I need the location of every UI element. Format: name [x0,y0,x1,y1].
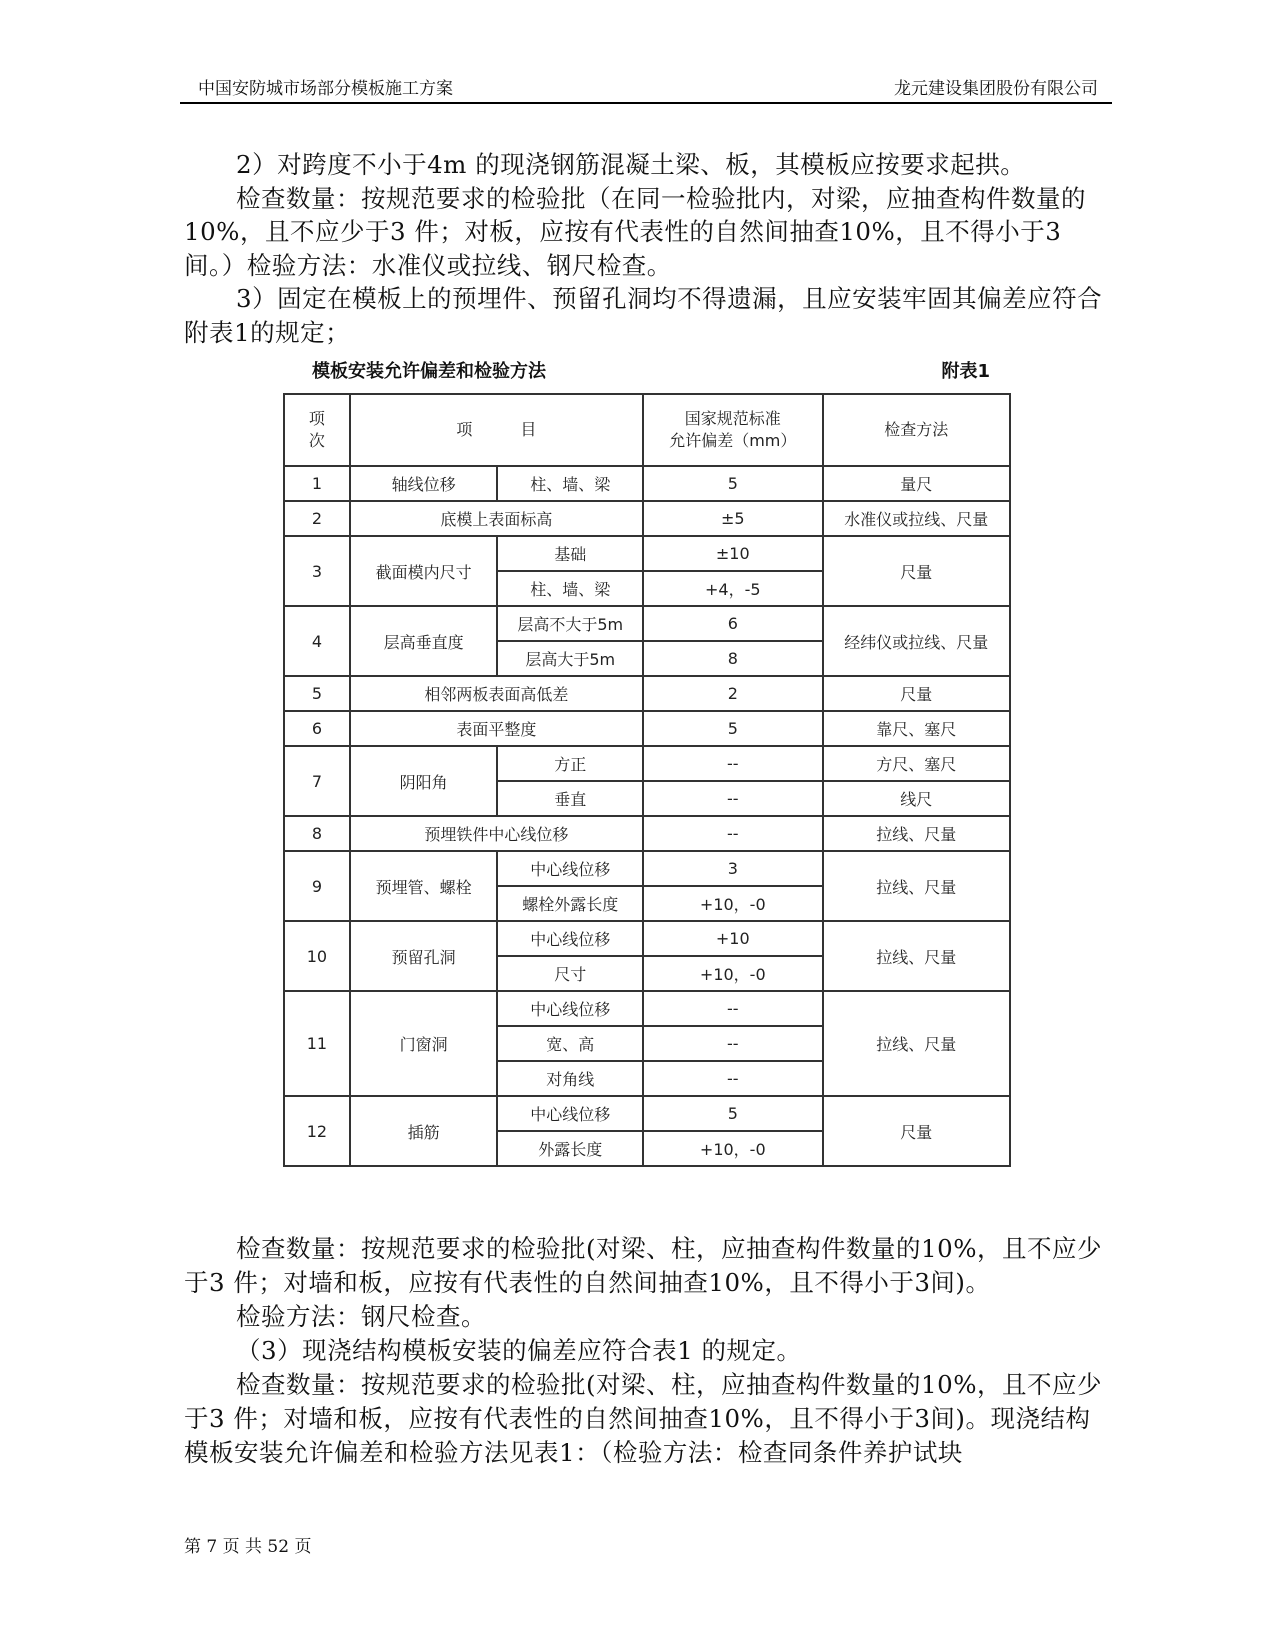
header-project-title: 中国安防城市场部分模板施工方案 [198,79,453,99]
cell-no: 5 [284,676,350,711]
paragraph-camber: 2）对跨度不小于4m 的现浇钢筋混凝土梁、板，其模板应按要求起拱。 [236,150,1026,179]
cell-tolerance: 5 [643,711,823,746]
cell-method: 水准仪或拉线、尺量 [823,501,1010,536]
table-row [284,606,1010,641]
cell-sub-item: 螺栓外露长度 [497,886,643,921]
page-header [180,72,1112,104]
page-footer: 第 7 页 共 52 页 [184,1537,312,1557]
cell-sub-item: 中心线位移 [497,1096,643,1131]
cell-no: 8 [284,816,350,851]
paragraph-embedded-parts: 3）固定在模板上的预埋件、预留孔洞均不得遗漏，且应安装牢固其偏差应符合附表1的规定； [184,284,1103,347]
cell-sub-item: 柱、墙、梁 [497,466,643,501]
cell-no: 4 [284,606,350,676]
cell-method: 量尺 [823,466,1010,501]
cell-no: 1 [284,466,350,501]
cell-sub-item: 尺寸 [497,956,643,991]
cell-item: 预埋管、螺栓 [350,851,498,921]
cell-no: 11 [284,991,350,1096]
cell-tolerance: ±10 [643,536,823,571]
cell-item: 预留孔洞 [350,921,498,991]
cell-tolerance: +10 [643,921,823,956]
cell-tolerance: +10，-0 [643,956,823,991]
cell-tolerance: -- [643,1026,823,1061]
cell-no: 6 [284,711,350,746]
cell-method: 线尺 [823,781,1010,816]
table-row [284,466,1010,501]
cell-sub-item: 层高不大于5m [497,606,643,641]
header-no: 项 次 [284,394,350,466]
cell-no: 10 [284,921,350,991]
cell-item: 预埋铁件中心线位移 [350,816,643,851]
table-row [284,676,1010,711]
paragraph-inspection-quantity-2: 检查数量：按规范要求的检验批(对梁、柱，应抽查构件数量的10%，且不应少于3 件；对墙和板，应按有代表性的自然间抽查10%，且不得小于3间)。 [184,1234,1103,1297]
table-row [284,1096,1010,1131]
cell-no: 3 [284,536,350,606]
header-item: 项 目 [350,394,643,466]
cell-method: 拉线、尺量 [823,921,1010,991]
table-row [284,501,1010,536]
cell-item: 相邻两板表面高低差 [350,676,643,711]
cell-method: 拉线、尺量 [823,991,1010,1096]
cell-tolerance: -- [643,746,823,781]
table-number: 附表1 [941,361,990,382]
cell-sub-item: 外露长度 [497,1131,643,1166]
cell-method: 尺量 [823,676,1010,711]
table-row [284,851,1010,886]
cell-method: 拉线、尺量 [823,816,1010,851]
body-text-top [184,148,1112,349]
table-row [284,536,1010,571]
cell-tolerance: 8 [643,641,823,676]
cell-sub-item: 中心线位移 [497,851,643,886]
cell-method: 拉线、尺量 [823,851,1010,921]
table-row [284,746,1010,781]
paragraph-cast-in-place: （3）现浇结构模板安装的偏差应符合表1 的规定。 [236,1336,802,1365]
cell-method: 经纬仪或拉线、尺量 [823,606,1010,676]
cell-sub-item: 宽、高 [497,1026,643,1061]
cell-item: 截面模内尺寸 [350,536,498,606]
body-text-bottom [184,1232,1112,1470]
cell-tolerance: -- [643,991,823,1026]
cell-method: 方尺、塞尺 [823,746,1010,781]
cell-tolerance: ±5 [643,501,823,536]
header-company-name: 龙元建设集团股份有限公司 [894,79,1098,99]
paragraph-inspection-method: 检验方法：钢尺检查。 [236,1302,486,1331]
table-row [284,991,1010,1026]
table-row [284,711,1010,746]
cell-method: 尺量 [823,536,1010,606]
cell-no: 7 [284,746,350,816]
cell-sub-item: 层高大于5m [497,641,643,676]
table-row [284,921,1010,956]
table-caption [312,357,990,385]
header-tolerance: 国家规范标准 允许偏差（mm） [643,394,823,466]
cell-sub-item: 中心线位移 [497,921,643,956]
table-title: 模板安装允许偏差和检验方法 [312,361,546,382]
cell-tolerance: 6 [643,606,823,641]
cell-item: 层高垂直度 [350,606,498,676]
cell-method: 靠尺、塞尺 [823,711,1010,746]
cell-method: 尺量 [823,1096,1010,1166]
cell-sub-item: 垂直 [497,781,643,816]
cell-item: 阴阳角 [350,746,498,816]
cell-item: 底模上表面标高 [350,501,643,536]
cell-no: 12 [284,1096,350,1166]
cell-tolerance: 5 [643,1096,823,1131]
cell-sub-item: 基础 [497,536,643,571]
cell-sub-item: 中心线位移 [497,991,643,1026]
cell-item: 表面平整度 [350,711,643,746]
cell-tolerance: -- [643,816,823,851]
cell-tolerance: 2 [643,676,823,711]
cell-tolerance: +10，-0 [643,886,823,921]
table-row [284,816,1010,851]
cell-no: 9 [284,851,350,921]
cell-tolerance: -- [643,781,823,816]
table-header-row [284,394,1010,466]
cell-tolerance: -- [643,1061,823,1096]
cell-tolerance: 5 [643,466,823,501]
header-method: 检查方法 [823,394,1010,466]
cell-sub-item: 方正 [497,746,643,781]
paragraph-inspection-quantity: 检查数量：按规范要求的检验批（在同一检验批内，对梁，应抽查构件数量的10%，且不应少于3 件；对板，应按有代表性的自然间抽查10%，且不得小于3 间。）检验方法：水准仪或拉线、钢尺检查。 [184,183,1086,280]
paragraph-inspection-quantity-3: 检查数量：按规范要求的检验批(对梁、柱，应抽查构件数量的10%，且不应少于3 件；对墙和板，应按有代表性的自然间抽查10%，且不得小于3间)。现浇结构模板安装允许偏差和检验方法见表1：（检验方法：检查同条件养护试块 [184,1370,1103,1467]
cell-item: 门窗洞 [350,991,498,1096]
cell-sub-item: 柱、墙、梁 [497,571,643,606]
cell-tolerance: 3 [643,851,823,886]
cell-sub-item: 对角线 [497,1061,643,1096]
cell-no: 2 [284,501,350,536]
cell-tolerance: +4，-5 [643,571,823,606]
cell-item: 插筋 [350,1096,498,1166]
tolerance-table [283,393,1011,1167]
cell-item: 轴线位移 [350,466,498,501]
cell-tolerance: +10，-0 [643,1131,823,1166]
